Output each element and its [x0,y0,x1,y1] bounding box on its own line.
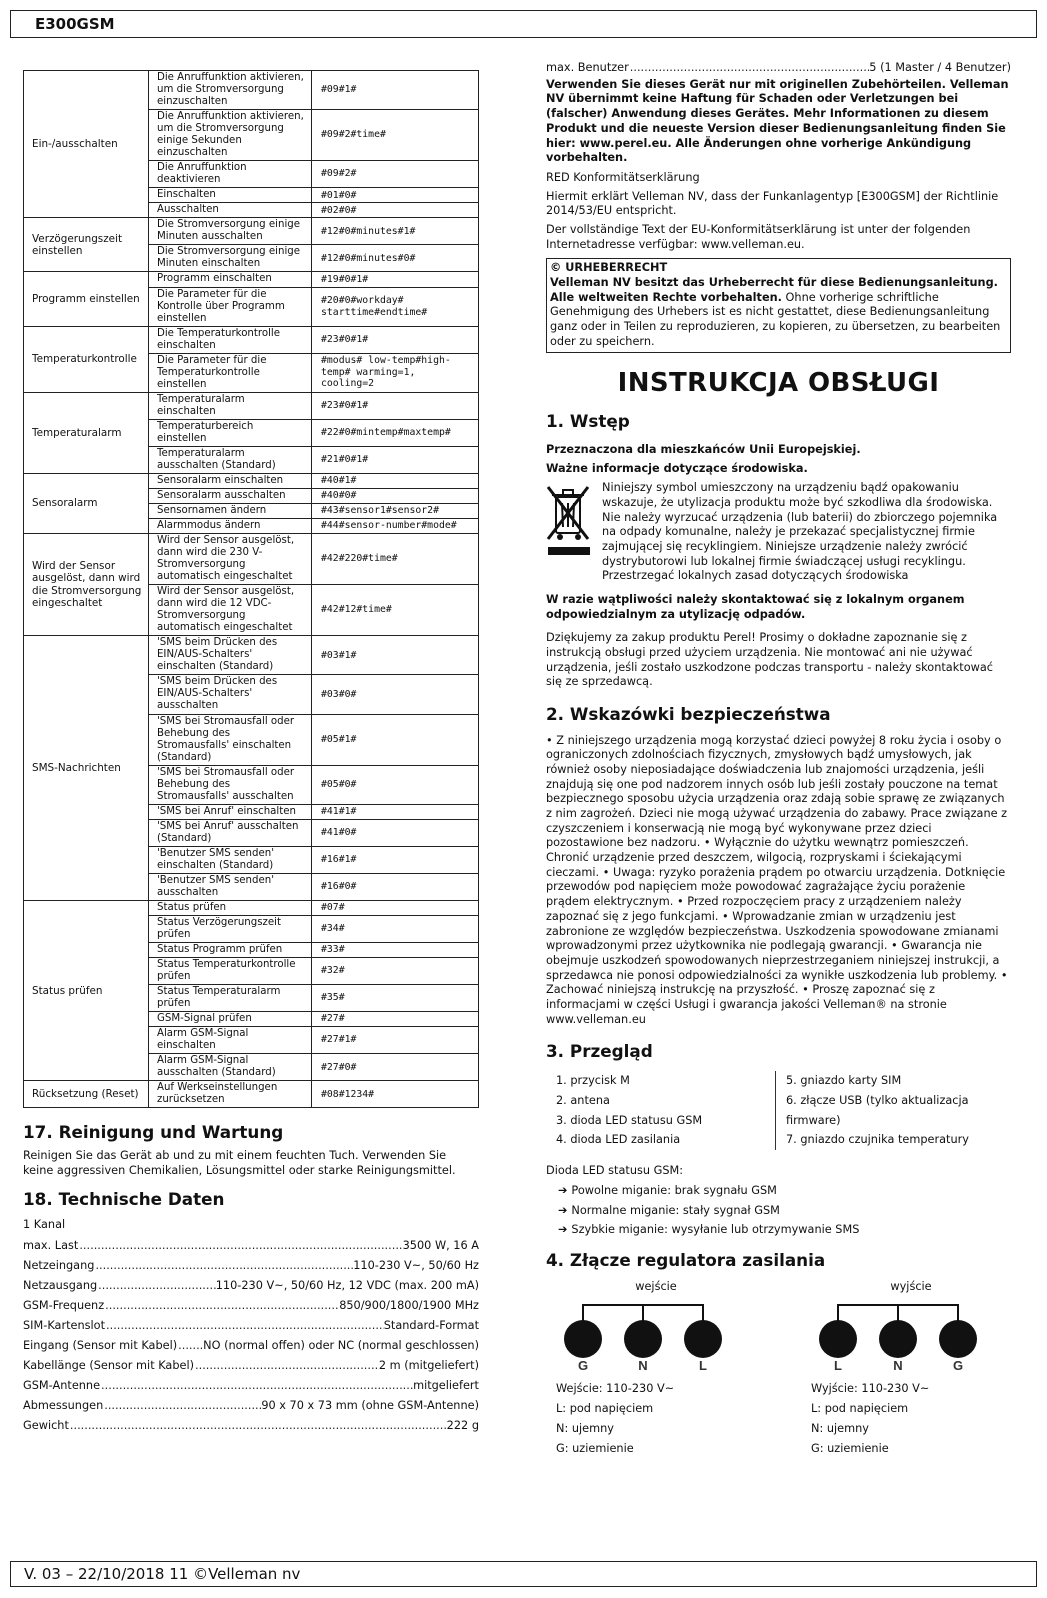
command-description: 'SMS beim Drücken des EIN/AUS-Schalters' einschalten (Standard) [149,636,312,675]
command-description: 'SMS bei Anruf' einschalten [149,804,312,819]
page-footer [10,1561,1037,1587]
spec-key: GSM-Frequenz [23,1298,105,1312]
manual-title: INSTRUKCJA OBSŁUGI [617,368,940,399]
command-description: Temperaturbereich einstellen [149,419,312,446]
spec-row [23,1276,479,1296]
command-code: #05#0# [312,765,479,804]
command-description: Temperaturalarm einschalten [149,392,312,419]
right-column [546,60,1011,1458]
spec-value: 5 (1 Master / 4 Benutzer) [869,61,1011,74]
command-code: #23#0#1# [312,392,479,419]
left-column [23,70,479,1436]
command-description: Die Stromversorgung einige Minuten ausschalten [149,218,312,245]
spec-value: mitgeliefert [413,1379,479,1393]
intro-text: Dziękujemy za zakup produktu Perel! Prosimy o dokładne zapoznanie się z instrukcją obsługi przed użyciem urządzenia. Nie montować ani nie używać urządzenia, jeśli zostało uszkodzone podczas transportu - należy skontaktować się ze sprzedawcą. [546,631,993,689]
section-1-title: 1. Wstęp [546,411,630,432]
table-row [24,218,479,245]
connector-output [811,1280,1011,1458]
led-status-text: Szybkie miganie: wysyłanie lub otrzymywanie SMS [571,1223,860,1237]
pin-circle [819,1320,857,1358]
command-code: #16#0# [312,873,479,900]
connector-input [556,1280,756,1458]
command-description: Die Anruffunktion aktivieren, um die Stromversorgung einzuschalten [149,71,312,110]
page-title: E300GSM [35,15,115,33]
footer-text: V. 03 – 22/10/2018 11 ©Velleman nv [24,1565,301,1583]
command-description: Sensornamen ändern [149,504,312,519]
table-row [24,326,479,353]
command-description: 'SMS bei Stromausfall oder Behebung des Stromausfalls' ausschalten [149,765,312,804]
pin-circle [624,1320,662,1358]
command-code: #44#sensor-number#mode# [312,519,479,534]
group-name: Rücksetzung (Reset) [24,1081,149,1108]
table-row [24,900,479,915]
command-table [23,70,479,1108]
connector-line: G: uziemienie [556,1441,634,1455]
spec-channel: 1 Kanal [23,1218,66,1232]
spec-value: 110-230 V~, 50/60 Hz, 12 VDC (max. 200 mA) [215,1278,479,1292]
group-name: Wird der Sensor ausgelöst, dann wird die Stromversorgung eingeschaltet [24,534,149,636]
spec-list [23,1215,479,1436]
spec-key: GSM-Antenne [23,1379,101,1393]
red-text-1: Hiermit erklärt Velleman NV, dass der Funkanlagentyp [E300GSM] der Richtlinie 2014/53/EU entspricht. [546,189,999,218]
table-row [24,534,479,585]
arrow-icon: ➔ [558,1223,572,1237]
command-code: #27# [312,1012,479,1027]
table-row [24,636,479,675]
group-name: Sensoralarm [24,473,149,533]
command-code: #08#1234# [312,1081,479,1108]
command-description: Die Parameter für die Temperaturkontrolle einstellen [149,353,312,392]
command-code: #09#2#time# [312,110,479,161]
command-description: Status prüfen [149,900,312,915]
command-description: Auf Werkseinstellungen zurücksetzen [149,1081,312,1108]
arrow-icon: ➔ [558,1183,572,1197]
command-code: #22#0#mintemp#maxtemp# [312,419,479,446]
command-description: Sensoralarm ausschalten [149,488,312,503]
section-17-title: 17. Reinigung und Wartung [23,1122,284,1143]
command-code: #27#0# [312,1054,479,1081]
overview-item: 4. dioda LED zasilania [556,1133,681,1147]
pin-circle [879,1320,917,1358]
command-description: Die Anruffunktion deaktivieren [149,161,312,188]
connector-line: Wyjście: 110-230 V~ [811,1382,930,1396]
overview-item: 1. przycisk M [556,1074,630,1088]
section-2-title: 2. Wskazówki bezpieczeństwa [546,703,831,724]
pin-label: L [699,1357,707,1371]
command-description: Ausschalten [149,203,312,218]
command-code: #12#0#minutes#0# [312,245,479,272]
group-name: Temperaturkontrolle [24,326,149,392]
spec-key: SIM-Kartenslot [23,1318,106,1332]
connector-line: G: uziemienie [811,1441,889,1455]
weee-block [546,481,1011,584]
command-description: GSM-Signal prüfen [149,1012,312,1027]
command-code: #40#0# [312,488,479,503]
section-18-title: 18. Technische Daten [23,1188,225,1209]
connector-line: N: ujemny [811,1421,869,1435]
spec-value: 2 m (mitgeliefert) [378,1359,479,1373]
bold-notice: Verwenden Sie dieses Gerät nur mit originellen Zubehörteilen. Velleman NV übernimmt keine Haftung für Schaden oder Verletzungen bei (falscher) Anwendung dieses Gerätes. Mehr Informationen zu diesem Produkt und die neueste Version dieser Bedienungsanleitung finden Sie hier: www.perel.eu. Alle Änderungen ohne vorherige Ankündigung vorbehalten. [546,77,1009,165]
safety-text: • Z niniejszego urządzenia mogą korzystać dzieci powyżej 8 roku życia i osoby o ograniczonych zdolnościach fizycznych, zmysłowych bądź umysłowych, jak również osoby nieposiadające doświadczenia lub znajomości urządzenia, jeśli znajdują się one pod nadzorem innych osób lub jeśli zostały pouczone na temat bezpiecznego sposobu użycia urządzenia oraz zdają sobie sprawę ze związanych z nim zagrożeń. Dzieci nie mogą używać urządzenia do zabawy. Prace związane z czyszczeniem i konserwacją nie mogą być wykonywane przez dzieci pozostawione bez nadzoru. • Wyłącznie do użytku wewnątrz pomieszczeń. Chronić urządzenie przed deszczem, wilgocią, rozpryskami i ściekającymi cieczami. • Uwaga: ryzyko porażenia prądem po otwarciu urządzenia. Dotknięcie przewodów pod napięciem może powodować zagrażające życiu porażenie prądem elektrycznym. • Przed rozpoczęciem pracy z urządzeniem należy zapoznać się z jego funkcjami. • Wprowadzanie zmian w urządzeniu jest zabronione ze względów bezpieczeństwa. Uszkodzenia spowodowane zmianami wprowadzonymi przez użytkownika nie podlegają gwarancji. • Gwarancja nie obejmuje uszkodzeń spowodowanych nieprzestrzeganiem niniejszej instrukcji, a sprzedawca nie ponosi odpowiedzialności za wynikłe uszkodzenia lub problemy. • Zachować niniejszą instrukcję na przyszłość. • Proszę zapoznać się z informacjami w części Usługi i gwarancja jakości Velleman® na stronie www.velleman.eu [546,733,1008,1026]
command-code: #19#0#1# [312,272,479,287]
led-status-title: Dioda LED statusu GSM: [546,1164,684,1178]
spec-row [23,1316,479,1336]
connector-line: L: pod napięciem [811,1402,909,1415]
spec-row [23,1376,479,1396]
pin-circle [684,1320,722,1358]
command-description: Alarm GSM-Signal ausschalten (Standard) [149,1054,312,1081]
connector-diagram [556,1297,746,1371]
command-description: Die Anruffunktion aktivieren, um die Stromversorgung einige Sekunden einzuschalten [149,110,312,161]
pin-circle [939,1320,977,1358]
command-code: #43#sensor1#sensor2# [312,504,479,519]
command-code: #09#2# [312,161,479,188]
spec-value: 90 x 70 x 73 mm (ohne GSM-Antenne) [261,1399,479,1413]
spec-key: Netzeingang [23,1258,95,1272]
command-description: 'Benutzer SMS senden' ausschalten [149,873,312,900]
spec-row [23,1356,479,1376]
table-row [24,392,479,419]
command-code: #16#1# [312,846,479,873]
weee-bin-icon [546,481,592,559]
spec-value: Standard-Format [383,1318,479,1332]
copyright-box [546,258,1011,353]
command-code: #01#0# [312,188,479,203]
command-code: #07# [312,900,479,915]
command-description: Die Temperaturkontrolle einschalten [149,326,312,353]
env-info: Ważne informacje dotyczące środowiska. [546,461,808,475]
command-code: #42#220#time# [312,534,479,585]
red-text-2: Der vollständige Text der EU-Konformitätserklärung ist unter der folgenden Internetadresse verfügbar: www.velleman.eu. [546,222,971,251]
spec-key: max. Benutzer [546,61,629,74]
command-code: #03#1# [312,636,479,675]
overview-item: 5. gniazdo karty SIM [786,1074,902,1088]
overview-item: 6. złącze USB (tylko aktualizacja firmware) [786,1093,969,1127]
overview-item: 2. antena [556,1093,610,1107]
pin-label: G [577,1357,589,1371]
connector-line: L: pod napięciem [556,1402,654,1415]
table-row [24,272,479,287]
section-4-title: 4. Złącze regulatora zasilania [546,1250,826,1271]
group-name: Temperaturalarm [24,392,149,473]
table-row [24,1081,479,1108]
command-description: Wird der Sensor ausgelöst, dann wird die 230 V-Stromversorgung automatisch eingeschaltet [149,534,312,585]
connector-diagrams [546,1280,1011,1458]
table-row [24,71,479,110]
command-description: Status Programm prüfen [149,943,312,958]
command-code: #41#1# [312,804,479,819]
command-description: Alarm GSM-Signal einschalten [149,1027,312,1054]
arrow-icon: ➔ [558,1203,572,1217]
command-code: #modus# low-temp#high-temp# warming=1, cooling=2 [312,353,479,392]
pin-label: N [638,1357,648,1371]
command-description: Alarmmodus ändern [149,519,312,534]
pin-label: G [952,1357,964,1371]
connector-label: wyjście [890,1279,932,1293]
section-17-text: Reinigen Sie das Gerät ab und zu mit einem feuchten Tuch. Verwenden Sie keine aggressiven Chemikalien, Lösungsmittel oder starke Reinigungsmittel. [23,1149,456,1177]
spec-value: 222 g [446,1419,479,1433]
spec-key: max. Last [23,1238,79,1252]
spec-value: 3500 W, 16 A [402,1238,479,1252]
spec-row [23,1416,479,1436]
command-description: Die Parameter für die Kontrolle über Programm einstellen [149,287,312,326]
command-code: #40#1# [312,473,479,488]
spec-row [23,1256,479,1276]
command-code: #05#1# [312,714,479,765]
command-description: 'SMS beim Drücken des EIN/AUS-Schalters' ausschalten [149,675,312,714]
command-code: #20#0#workday# starttime#endtime# [312,287,479,326]
command-description: 'SMS bei Stromausfall oder Behebung des Stromausfalls' einschalten (Standard) [149,714,312,765]
command-description: Wird der Sensor ausgelöst, dann wird die 12 VDC-Stromversorgung automatisch eingeschaltet [149,585,312,636]
command-description: Status Temperaturkontrolle prüfen [149,958,312,985]
overview-item: 7. gniazdo czujnika temperatury [786,1133,969,1147]
group-name: SMS-Nachrichten [24,636,149,901]
pin-circle [564,1320,602,1358]
command-code: #32# [312,958,479,985]
spec-key: Netzausgang [23,1278,98,1292]
spec-key: Gewicht [23,1419,69,1433]
command-description: Status Verzögerungszeit prüfen [149,915,312,942]
spec-row [23,1296,479,1316]
command-code: #27#1# [312,1027,479,1054]
copyright-title: © URHEBERRECHT [550,261,668,275]
page-header [10,10,1037,38]
group-name: Ein-/ausschalten [24,71,149,218]
spec-key: Kabellänge (Sensor mit Kabel) [23,1359,195,1373]
section-3-title: 3. Przegląd [546,1041,653,1062]
command-code: #12#0#minutes#1# [312,218,479,245]
pin-label: L [834,1357,842,1371]
disposal-contact: W razie wątpliwości należy skontaktować się z lokalnym organem odpowiedzialnym za utylizację odpadów. [546,592,965,621]
group-name: Verzögerungszeit einstellen [24,218,149,272]
group-name: Status prüfen [24,900,149,1080]
eu-residents: Przeznaczona dla mieszkańców Unii Europejskiej. [546,442,861,456]
command-description: Temperaturalarm ausschalten (Standard) [149,446,312,473]
spec-row [546,60,1011,76]
command-code: #09#1# [312,71,479,110]
led-status-text: Normalne miganie: stały sygnał GSM [571,1203,780,1217]
command-description: Die Stromversorgung einige Minuten einschalten [149,245,312,272]
led-status-text: Powolne miganie: brak sygnału GSM [571,1183,777,1197]
spec-key: Eingang (Sensor mit Kabel) [23,1338,178,1352]
command-code: #23#0#1# [312,326,479,353]
command-description: Sensoralarm einschalten [149,473,312,488]
spec-key: Abmessungen [23,1399,104,1413]
connector-line: Wejście: 110-230 V~ [556,1382,675,1396]
red-title: RED Konformitätserklärung [546,170,700,184]
connector-diagram [811,1297,1001,1371]
overview-item: 3. dioda LED statusu GSM [556,1113,703,1127]
copyright-text: Ohne vorherige schriftliche Genehmigung des Urhebers ist es nicht gestattet, diese Bedienungsanleitung ganz oder in Teilen zu reproduzieren, zu kopieren, zu übersetzen, zu bearbeiten oder zu speichern. [550,290,1001,348]
weee-text: Niniejszy symbol umieszczony na urządzeniu bądź opakowaniu wskazuje, że utylizacja produktu może być szkodliwa dla środowiska. Nie należy wyrzucać urządzenia (lub baterii) do zbiorczego pojemnika na odpady komunalne, należy je przekazać specjalistycznej firmie zajmującej się recyklingiem. Niniejsze urządzenie należy zwrócić dystrybutorowi lub lokalnej firmie świadczącej usługi recyklingu. Przestrzegać lokalnych zasad dotyczących środowiska [602,481,998,583]
overview-list [556,1071,1011,1150]
led-status-item [558,1181,1011,1201]
command-code: #34# [312,915,479,942]
command-description: Einschalten [149,188,312,203]
led-status-item [558,1201,1011,1221]
spec-value: 850/900/1800/1900 MHz [339,1298,479,1312]
command-description: 'SMS bei Anruf' ausschalten (Standard) [149,819,312,846]
command-code: #35# [312,985,479,1012]
spec-value: 110-230 V~, 50/60 Hz [353,1258,479,1272]
command-description: Status Temperaturalarm prüfen [149,985,312,1012]
command-code: #33# [312,943,479,958]
command-code: #02#0# [312,203,479,218]
spec-row [23,1396,479,1416]
connector-line: N: ujemny [556,1421,614,1435]
command-code: #03#0# [312,675,479,714]
pin-label: N [893,1357,903,1371]
table-row [24,473,479,488]
group-name: Programm einstellen [24,272,149,326]
led-status-list [558,1181,1011,1240]
spec-value: NO (normal offen) oder NC (normal geschlossen) [203,1338,479,1352]
command-code: #21#0#1# [312,446,479,473]
command-code: #41#0# [312,819,479,846]
command-code: #42#12#time# [312,585,479,636]
command-description: Programm einschalten [149,272,312,287]
copyright-bold: Velleman NV besitzt das Urheberrecht für diese Bedienungsanleitung. Alle weltweiten Rechte vorbehalten. [550,275,998,304]
connector-label: wejście [635,1279,677,1293]
led-status-item [558,1220,1011,1240]
spec-row [23,1236,479,1256]
spec-row [23,1336,479,1356]
command-description: 'Benutzer SMS senden' einschalten (Standard) [149,846,312,873]
